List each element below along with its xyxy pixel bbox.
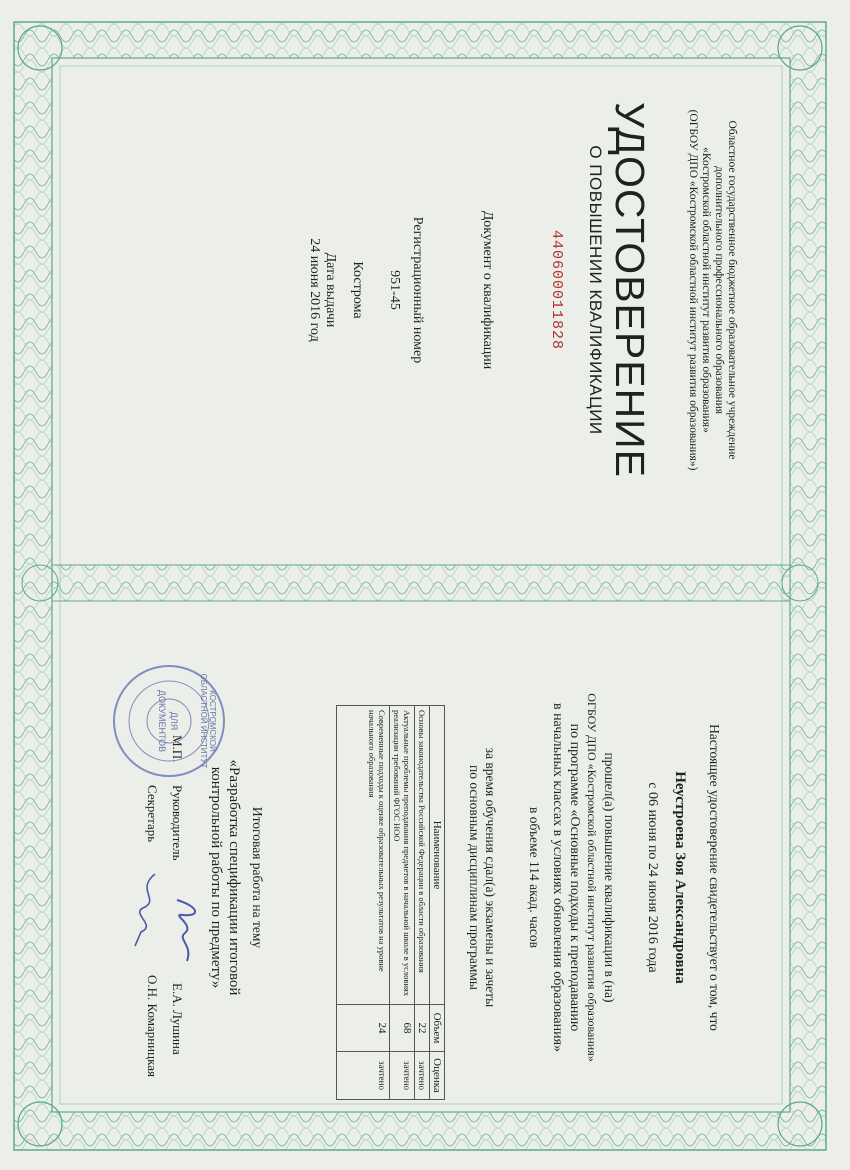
intro-text: Настоящее удостоверение свидетельствует о том, что (707, 724, 722, 1031)
secretary-name: О.Н. Комарницкая (145, 975, 160, 1077)
registration-number: 951-45 (387, 270, 402, 310)
row-volume: 24 (337, 1005, 390, 1052)
final-work-title-1: «Разработка спецификации итоговой (226, 759, 242, 996)
full-name: Неустроева Зоя Александровна (672, 771, 688, 984)
head-signature (165, 895, 205, 965)
right-page (0, 585, 850, 1170)
completed-line: прошел(а) повышение квалификации в (на) (602, 752, 617, 1003)
volume: в объеме 114 акад. часов (527, 807, 542, 948)
row-grade: зачтено (337, 1052, 390, 1100)
training-period: с 06 июня по 24 июня 2016 года (645, 782, 660, 973)
city: Кострома (350, 261, 365, 319)
exams-line-1: за время обучения сдал(а) экзамены и зачеты (483, 747, 498, 1008)
row-grade: зачтено (415, 1052, 430, 1100)
final-work-title-2: контрольной работы по предмету» (208, 766, 224, 989)
row-volume: 68 (390, 1005, 415, 1052)
program-line-1: по программе «Основные подходы к преподаванию (567, 723, 582, 1032)
row-name: Актуальные проблемы преподавания предметов в начальной школе в условиях реализации требований ФГОС НОО (390, 706, 415, 1005)
secretary-signature (125, 870, 165, 950)
head-label: Руководитель (170, 785, 185, 861)
row-name: Основы законодательства Российской Федерации в области образования (415, 706, 430, 1005)
header-name: Наименование (430, 706, 445, 1005)
disciplines-table (336, 705, 445, 1100)
mp-label: М.П. (170, 735, 185, 763)
table-row (337, 706, 390, 1100)
issue-date: 24 июня 2016 год (307, 238, 322, 342)
header-volume: Объем (430, 1005, 445, 1052)
certificate-title: УДОСТОВЕРЕНИЕ (607, 101, 653, 478)
secretary-label: Секретарь (145, 785, 160, 843)
final-work-label: Итоговая работа на тему (250, 806, 265, 949)
certificate-subtitle: О ПОВЫШЕНИИ КВАЛИФИКАЦИИ (586, 145, 605, 435)
organization-name: Областное государственное бюджетное образовательное учреждение дополнительного профессионального образования «Костромской областной институт развития образования» (ОГБОУ ДПО «Костромской областной институт развития образования») (687, 109, 738, 471)
exams-line-2: по основным дисциплинам программы (467, 764, 482, 990)
official-stamp (113, 665, 225, 777)
header-grade: Оценка (430, 1052, 445, 1100)
row-grade: зачтено (390, 1052, 415, 1100)
row-name: Современные подходы к оценке образовательных результатов на уровне начального образования (337, 706, 390, 1005)
table-row (390, 706, 415, 1100)
registration-label: Регистрационный номер (410, 216, 425, 364)
document-label: Документ о квалификации (480, 210, 495, 370)
institution: ОГБОУ ДПО «Костромской областной институт развития образования» (585, 693, 599, 1062)
head-name: Е.А. Лушина (170, 983, 185, 1055)
table-row (415, 706, 430, 1100)
stamp-center-1: ДЛЯ (169, 711, 179, 731)
stamp-ring-text: КОСТРОМСКОЙ ОБЛАСТНОЙ ИНСТИТУТ (199, 673, 217, 769)
stamp-center-2: ДОКУМЕНТОВ (157, 689, 167, 753)
row-volume: 22 (415, 1005, 430, 1052)
issue-date-label: Дата выдачи (323, 252, 338, 328)
table-header-row (430, 706, 445, 1100)
serial-number: 440600011828 (548, 229, 565, 351)
program-line-2: в начальных классах в условиях обновления образования» (550, 702, 565, 1053)
